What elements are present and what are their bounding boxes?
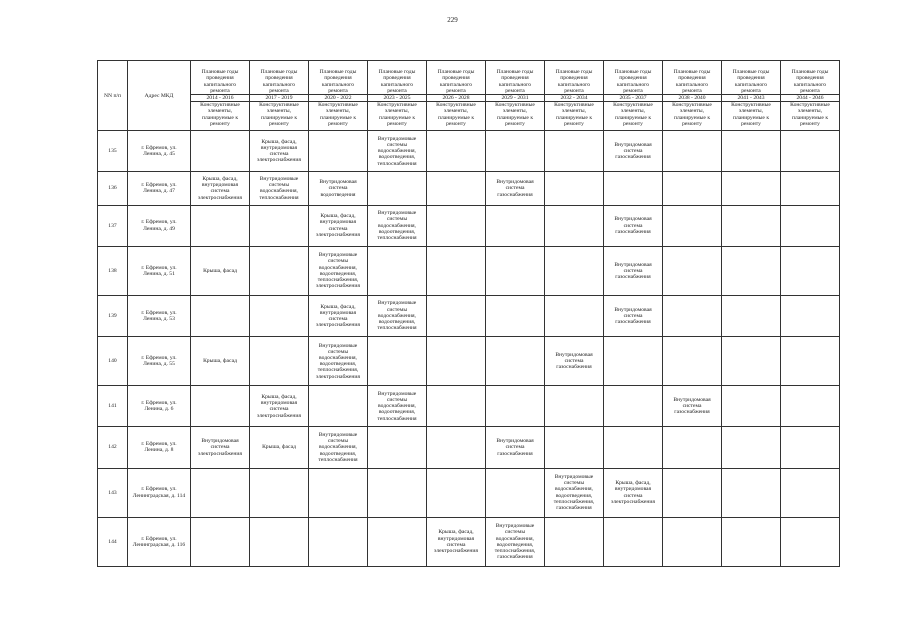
repair-elements-cell (781, 386, 840, 427)
table-row (98, 337, 840, 386)
repair-elements-cell (486, 386, 545, 427)
table-row (98, 386, 840, 427)
row-address: г. Ефремов, ул. Ленинградская, д. 114 (128, 468, 191, 517)
header-elements-label: Конструктивные элементы, планируемые к ремонту (368, 102, 427, 131)
header-period-label: Плановые годы проведения капитального ремонта (368, 61, 427, 95)
header-period-years: 2038 - 2040 (663, 95, 722, 102)
repair-elements-cell (545, 131, 604, 172)
repair-elements-cell (604, 386, 663, 427)
repair-elements-cell (250, 205, 309, 246)
header-period-years: 2044 - 2046 (781, 95, 840, 102)
repair-elements-cell (781, 517, 840, 566)
row-number: 136 (98, 172, 128, 205)
repair-elements-cell (663, 427, 722, 468)
repair-elements-cell: Внутридомовые системы водоснабжения, водоотведения, теплоснабжения (368, 205, 427, 246)
repair-elements-cell (722, 386, 781, 427)
header-period-years: 2026 - 2028 (427, 95, 486, 102)
header-period-years: 2014 - 2016 (191, 95, 250, 102)
repair-elements-cell (604, 517, 663, 566)
repair-elements-cell (191, 205, 250, 246)
row-number: 137 (98, 205, 128, 246)
header-period-label: Плановые годы проведения капитального ремонта (486, 61, 545, 95)
repair-elements-cell (781, 246, 840, 295)
repair-elements-cell (427, 131, 486, 172)
header-period-years: 2032 - 2034 (545, 95, 604, 102)
header-period-years: 2023 - 2025 (368, 95, 427, 102)
header-period-label: Плановые годы проведения капитального ремонта (191, 61, 250, 95)
repair-elements-cell (781, 205, 840, 246)
repair-elements-cell (545, 172, 604, 205)
repair-elements-cell (663, 337, 722, 386)
header-elements-label: Конструктивные элементы, планируемые к ремонту (309, 102, 368, 131)
repair-elements-cell: Внутридомовые системы водоснабжения, водоотведения, теплоснабжения (309, 427, 368, 468)
repair-elements-cell (604, 172, 663, 205)
row-address: г. Ефремов, ул. Ленинградская, д. 116 (128, 517, 191, 566)
header-period-years: 2020 - 2022 (309, 95, 368, 102)
row-address: г. Ефремов, ул. Ленина, д. 55 (128, 337, 191, 386)
repair-elements-cell (250, 337, 309, 386)
repair-elements-cell: Внутридомовая система газоснабжения (545, 337, 604, 386)
repair-elements-cell (250, 517, 309, 566)
repair-elements-cell: Крыша, фасад, внутридомовая система электроснабжения (427, 517, 486, 566)
repair-elements-cell: Внутридомовые системы водоснабжения, водоотведения, теплоснабжения, электроснабжения (309, 337, 368, 386)
repair-elements-cell: Внутридомовые системы водоснабжения, теплоснабжения (250, 172, 309, 205)
header-elements-label: Конструктивные элементы, планируемые к ремонту (781, 102, 840, 131)
row-address: г. Ефремов, ул. Ленина, д. 45 (128, 131, 191, 172)
repair-elements-cell: Внутридомовые системы водоснабжения, водоотведения, теплоснабжения (368, 386, 427, 427)
repair-elements-cell: Внутридомовые системы водоснабжения, водоотведения, теплоснабжения, электроснабжения (309, 246, 368, 295)
repair-elements-cell (722, 468, 781, 517)
repair-elements-cell (722, 246, 781, 295)
repair-elements-cell (427, 205, 486, 246)
repair-elements-cell (368, 468, 427, 517)
repair-elements-cell (486, 246, 545, 295)
repair-elements-cell (663, 246, 722, 295)
repair-elements-cell (663, 517, 722, 566)
repair-elements-cell (545, 427, 604, 468)
repair-elements-cell: Внутридомовые системы водоснабжения, водоотведения, теплоснабжения, газоснабжения (545, 468, 604, 517)
repair-elements-cell (604, 427, 663, 468)
repair-elements-cell (368, 246, 427, 295)
header-period-label: Плановые годы проведения капитального ремонта (722, 61, 781, 95)
repair-elements-cell (545, 205, 604, 246)
header-num: NN п/п (98, 61, 128, 131)
header-elements-label: Конструктивные элементы, планируемые к ремонту (191, 102, 250, 131)
repair-elements-cell (427, 386, 486, 427)
header-period-label: Плановые годы проведения капитального ремонта (781, 61, 840, 95)
header-period-years: 2035 - 2037 (604, 95, 663, 102)
repair-elements-cell: Внутридомовые системы водоснабжения, водоотведения, теплоснабжения, газоснабжения (486, 517, 545, 566)
repair-elements-cell (486, 131, 545, 172)
repair-elements-cell (722, 172, 781, 205)
repair-elements-cell: Внутридомовая система газоснабжения (604, 295, 663, 336)
repair-elements-cell: Крыша, фасад, внутридомовая система электроснабжения (250, 386, 309, 427)
repair-elements-cell (604, 337, 663, 386)
repair-elements-cell (722, 337, 781, 386)
repair-elements-cell: Крыша, фасад (191, 246, 250, 295)
repair-elements-cell: Внутридомовые системы водоснабжения, водоотведения, теплоснабжения (368, 295, 427, 336)
row-address: г. Ефремов, ул. Ленина, д. 8 (128, 427, 191, 468)
repair-elements-cell (722, 131, 781, 172)
repair-elements-cell: Внутридомовая система газоснабжения (604, 205, 663, 246)
repair-elements-cell: Внутридомовая система газоснабжения (604, 246, 663, 295)
repair-elements-cell: Внутридомовая система газоснабжения (486, 172, 545, 205)
header-period-label: Плановые годы проведения капитального ремонта (250, 61, 309, 95)
repair-elements-cell (368, 517, 427, 566)
header-period-label: Плановые годы проведения капитального ремонта (604, 61, 663, 95)
repair-elements-cell: Внутридомовая система водоотведения (309, 172, 368, 205)
row-number: 138 (98, 246, 128, 295)
row-address: г. Ефремов, ул. Ленина, д. 47 (128, 172, 191, 205)
repair-elements-cell (250, 468, 309, 517)
repair-elements-cell: Крыша, фасад (250, 427, 309, 468)
header-elements-label: Конструктивные элементы, планируемые к ремонту (250, 102, 309, 131)
repair-elements-cell (722, 517, 781, 566)
repair-elements-cell (427, 172, 486, 205)
repair-elements-cell (309, 131, 368, 172)
row-address: г. Ефремов, ул. Ленина, д. 49 (128, 205, 191, 246)
repair-elements-cell: Внутридомовая система газоснабжения (604, 131, 663, 172)
repair-elements-cell (663, 131, 722, 172)
capital-repair-table (97, 60, 840, 567)
repair-elements-cell (545, 517, 604, 566)
row-number: 140 (98, 337, 128, 386)
repair-elements-cell: Крыша, фасад, внутридомовая система электроснабжения (309, 205, 368, 246)
repair-elements-cell (191, 386, 250, 427)
repair-elements-cell: Внутридомовая система электроснабжения (191, 427, 250, 468)
table-header (98, 61, 840, 131)
page-number: 229 (447, 16, 458, 24)
table-body (98, 131, 840, 567)
header-elements-label: Конструктивные элементы, планируемые к ремонту (427, 102, 486, 131)
repair-elements-cell (781, 172, 840, 205)
header-address: Адрес МКД (128, 61, 191, 131)
repair-elements-cell (781, 131, 840, 172)
repair-elements-cell (486, 337, 545, 386)
row-number: 143 (98, 468, 128, 517)
repair-elements-cell (486, 205, 545, 246)
repair-elements-cell (368, 427, 427, 468)
repair-elements-cell (427, 468, 486, 517)
row-number: 135 (98, 131, 128, 172)
repair-elements-cell (545, 295, 604, 336)
header-elements-label: Конструктивные элементы, планируемые к ремонту (486, 102, 545, 131)
header-period-label: Плановые годы проведения капитального ремонта (309, 61, 368, 95)
repair-elements-cell (427, 337, 486, 386)
header-period-years: 2041 - 2043 (722, 95, 781, 102)
repair-elements-cell (486, 295, 545, 336)
row-number: 142 (98, 427, 128, 468)
row-number: 139 (98, 295, 128, 336)
row-number: 141 (98, 386, 128, 427)
table-row (98, 246, 840, 295)
repair-elements-cell (663, 295, 722, 336)
header-period-label: Плановые годы проведения капитального ремонта (663, 61, 722, 95)
table-row (98, 427, 840, 468)
header-elements-label: Конструктивные элементы, планируемые к ремонту (545, 102, 604, 131)
row-number: 144 (98, 517, 128, 566)
repair-elements-cell (545, 246, 604, 295)
header-period-years: 2017 - 2019 (250, 95, 309, 102)
repair-elements-cell (368, 337, 427, 386)
table-row (98, 172, 840, 205)
repair-elements-cell: Внутридомовая система газоснабжения (663, 386, 722, 427)
repair-elements-cell (427, 246, 486, 295)
row-address: г. Ефремов, ул. Ленина, д. 6 (128, 386, 191, 427)
repair-elements-cell (250, 295, 309, 336)
header-elements-label: Конструктивные элементы, планируемые к ремонту (604, 102, 663, 131)
repair-elements-cell (309, 468, 368, 517)
repair-elements-cell (545, 386, 604, 427)
header-elements-label: Конструктивные элементы, планируемые к ремонту (663, 102, 722, 131)
repair-elements-cell (486, 468, 545, 517)
table-row (98, 205, 840, 246)
repair-elements-cell (663, 172, 722, 205)
table-row (98, 468, 840, 517)
repair-elements-cell (191, 131, 250, 172)
repair-elements-cell (722, 205, 781, 246)
repair-elements-cell: Крыша, фасад, внутридомовая система электроснабжения (191, 172, 250, 205)
repair-elements-cell (427, 295, 486, 336)
header-period-years: 2029 - 2031 (486, 95, 545, 102)
repair-elements-cell: Крыша, фасад, внутридомовая система электроснабжения (604, 468, 663, 517)
repair-elements-cell: Крыша, фасад, внутридомовая система электроснабжения (250, 131, 309, 172)
repair-elements-cell: Внутридомовые системы водоснабжения, водоотведения, теплоснабжения (368, 131, 427, 172)
repair-elements-cell (309, 517, 368, 566)
repair-elements-cell: Крыша, фасад (191, 337, 250, 386)
header-period-label: Плановые годы проведения капитального ремонта (427, 61, 486, 95)
row-address: г. Ефремов, ул. Ленина, д. 53 (128, 295, 191, 336)
repair-elements-cell: Крыша, фасад, внутридомовая система электроснабжения (309, 295, 368, 336)
header-elements-label: Конструктивные элементы, планируемые к ремонту (722, 102, 781, 131)
repair-elements-cell (368, 172, 427, 205)
table-row (98, 131, 840, 172)
repair-elements-cell (781, 468, 840, 517)
repair-elements-cell (663, 468, 722, 517)
repair-elements-cell (722, 295, 781, 336)
header-period-label: Плановые годы проведения капитального ремонта (545, 61, 604, 95)
table-row (98, 295, 840, 336)
repair-elements-cell (309, 386, 368, 427)
table-row (98, 517, 840, 566)
repair-elements-cell (663, 205, 722, 246)
repair-elements-cell (722, 427, 781, 468)
repair-elements-cell (191, 517, 250, 566)
repair-elements-cell: Внутридомовая система газоснабжения (486, 427, 545, 468)
repair-elements-cell (191, 295, 250, 336)
repair-elements-cell (191, 468, 250, 517)
repair-elements-cell (781, 427, 840, 468)
repair-elements-cell (250, 246, 309, 295)
repair-elements-cell (781, 295, 840, 336)
repair-elements-cell (427, 427, 486, 468)
repair-elements-cell (781, 337, 840, 386)
row-address: г. Ефремов, ул. Ленина, д. 51 (128, 246, 191, 295)
